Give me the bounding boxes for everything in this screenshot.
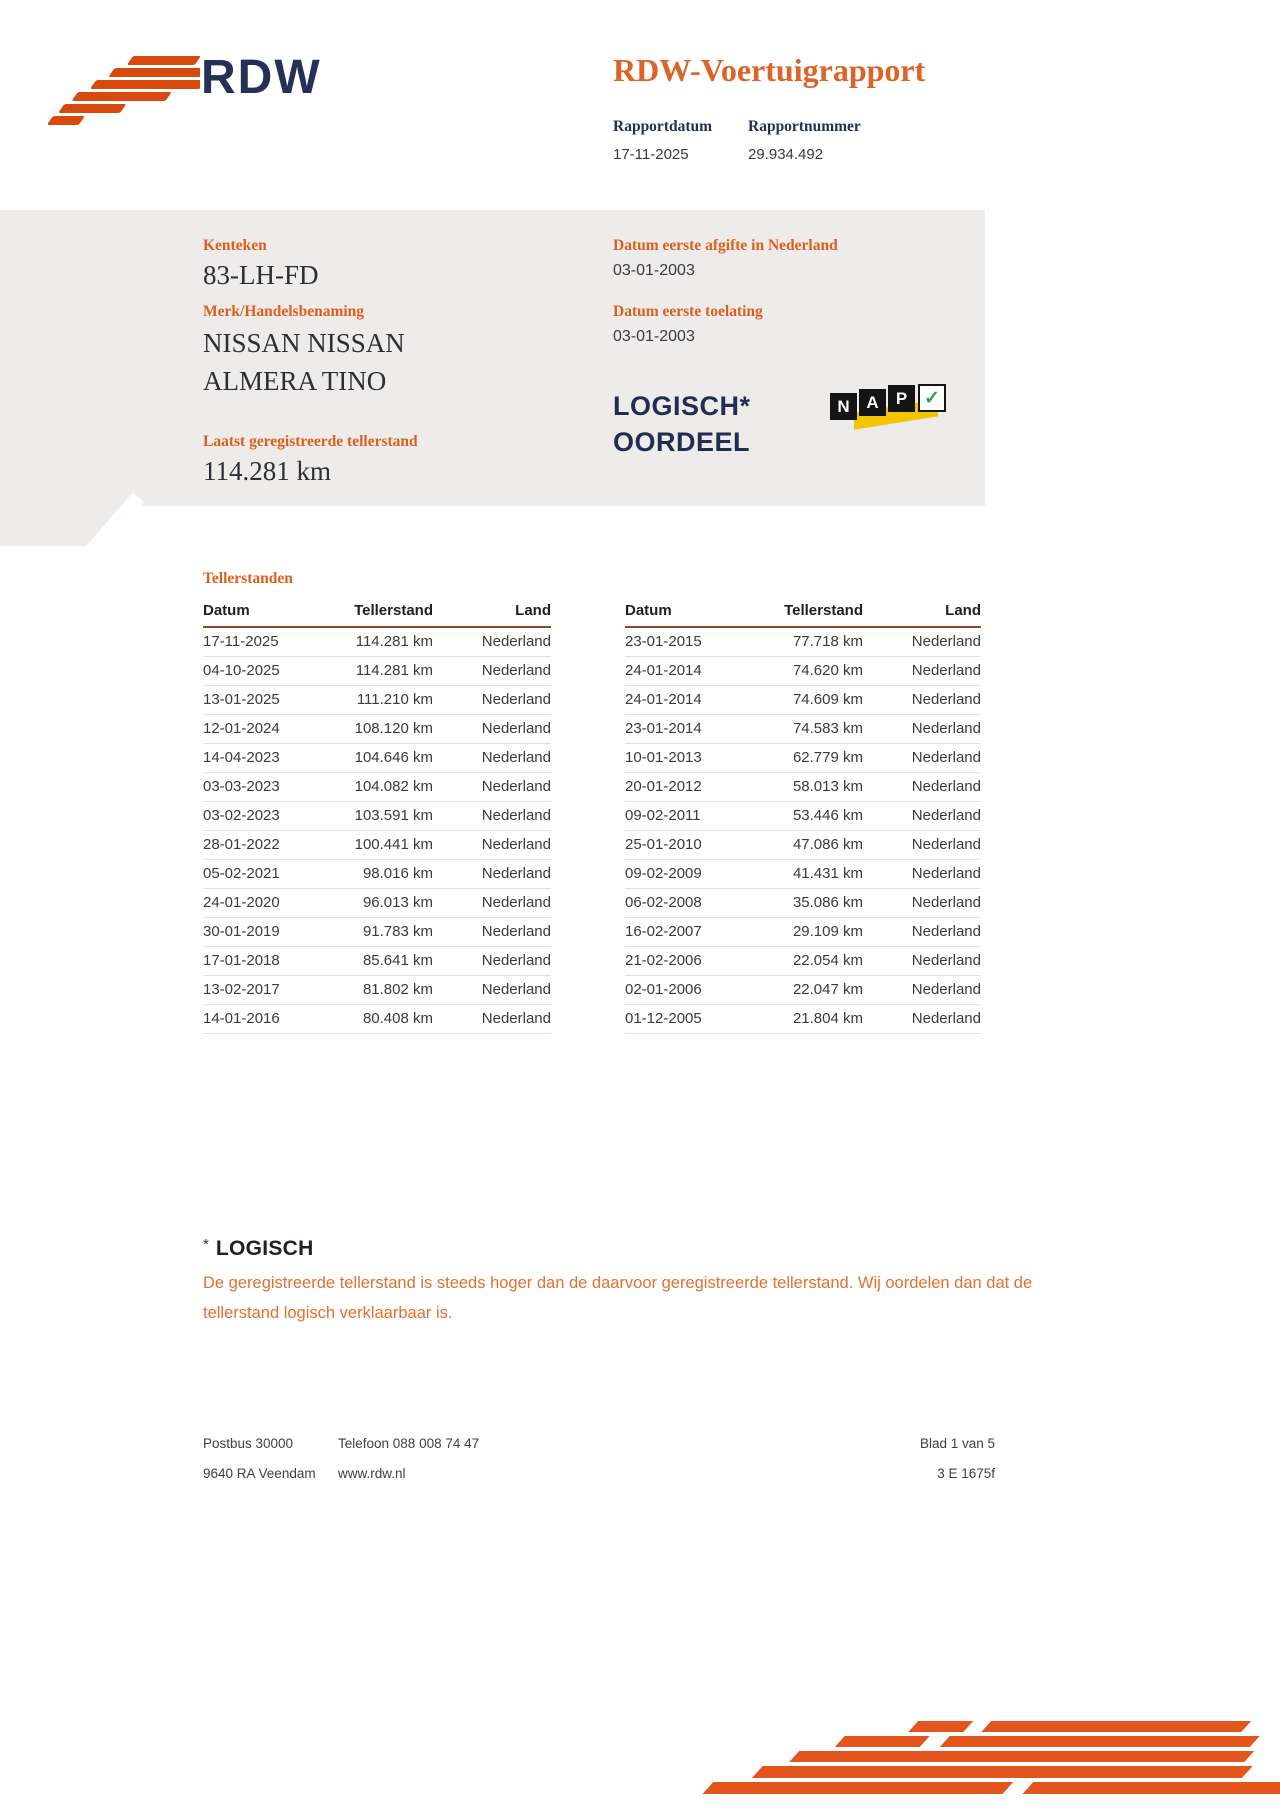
asterisk: *: [203, 1236, 209, 1253]
table-cell: 100.441 km: [354, 836, 433, 853]
table-cell: 14-01-2016: [203, 1010, 280, 1027]
table-cell: 05-02-2021: [203, 865, 280, 882]
table-cell: Nederland: [911, 662, 981, 679]
table-row: [203, 889, 551, 918]
table-cell: Nederland: [911, 1010, 981, 1027]
col-tellerstand: Tellerstand: [784, 602, 863, 619]
table-row: [625, 860, 981, 889]
table-cell: 17-01-2018: [203, 952, 280, 969]
table-row: [625, 889, 981, 918]
table-row: [203, 1005, 551, 1034]
col-land: Land: [515, 602, 551, 619]
band-slash-decor: [83, 492, 144, 559]
table-row: [625, 773, 981, 802]
first-admission-label: Datum eerste toelating: [613, 303, 763, 320]
mileage-value: 114.281 km: [203, 456, 331, 486]
table-header: [203, 596, 551, 628]
col-tellerstand: Tellerstand: [354, 602, 433, 619]
table-cell: Nederland: [911, 923, 981, 940]
footer-page-number: Blad 1 van 5: [919, 1436, 995, 1451]
table-cell: 23-01-2014: [625, 720, 702, 737]
table-cell: 30-01-2019: [203, 923, 280, 940]
table-row: [203, 773, 551, 802]
table-row: [625, 947, 981, 976]
footer-phone: Telefoon 088 008 74 47: [338, 1436, 480, 1451]
table-cell: 81.802 km: [362, 981, 433, 998]
nap-letter-p: P: [888, 385, 915, 412]
report-date-label: Rapportdatum: [613, 118, 713, 135]
table-body: [625, 628, 981, 1034]
table-cell: 24-01-2020: [203, 894, 280, 911]
table-cell: 91.783 km: [362, 923, 433, 940]
table-cell: Nederland: [911, 865, 981, 882]
table-row: [203, 860, 551, 889]
table-cell: 22.047 km: [792, 981, 863, 998]
table-cell: 111.210 km: [356, 691, 433, 708]
table-row: [203, 657, 551, 686]
summary-band: [0, 210, 985, 546]
footer-form-code: 3 E 1675f: [937, 1466, 995, 1481]
nap-logo: [830, 384, 946, 434]
table-cell: 35.086 km: [792, 894, 863, 911]
table-cell: 104.082 km: [354, 778, 433, 795]
table-cell: Nederland: [911, 836, 981, 853]
table-cell: 22.054 km: [792, 952, 863, 969]
table-cell: 06-02-2008: [625, 894, 702, 911]
nap-letter-a: A: [859, 389, 886, 416]
table-row: [203, 715, 551, 744]
table-cell: 28-01-2022: [203, 836, 280, 853]
table-cell: 85.641 km: [362, 952, 433, 969]
table-body: [203, 628, 551, 1034]
nap-checkmark-icon: ✓: [918, 384, 946, 412]
table-header: [625, 596, 981, 628]
table-cell: Nederland: [911, 981, 981, 998]
table-cell: 02-01-2006: [625, 981, 702, 998]
table-row: [625, 715, 981, 744]
merk-label: Merk/Handelsbenaming: [203, 303, 365, 320]
table-cell: 25-01-2010: [625, 836, 702, 853]
table-cell: 23-01-2015: [625, 633, 702, 650]
table-cell: 09-02-2011: [625, 807, 701, 824]
first-issue-label: Datum eerste afgifte in Nederland: [613, 237, 838, 254]
table-cell: 10-01-2013: [625, 749, 702, 766]
table-cell: 98.016 km: [362, 865, 433, 882]
report-number-label: Rapportnummer: [748, 118, 861, 135]
table-cell: Nederland: [481, 662, 551, 679]
table-cell: 12-01-2024: [203, 720, 280, 737]
first-issue-value: 03-01-2003: [613, 262, 695, 279]
table-row: [203, 947, 551, 976]
table-cell: 13-02-2017: [203, 981, 280, 998]
table-cell: Nederland: [481, 865, 551, 882]
report-number-value: 29.934.492: [748, 146, 824, 163]
table-cell: Nederland: [481, 836, 551, 853]
table-row: [625, 831, 981, 860]
table-cell: 24-01-2014: [625, 662, 702, 679]
table-row: [625, 744, 981, 773]
footer-address-line2: 9640 RA Veendam: [203, 1466, 316, 1481]
table-cell: Nederland: [911, 691, 981, 708]
table-cell: 14-04-2023: [203, 749, 280, 766]
table-cell: 29.109 km: [792, 923, 863, 940]
table-cell: 24-01-2014: [625, 691, 702, 708]
footer-wing-decor: [640, 1719, 1280, 1812]
table-cell: 03-02-2023: [203, 807, 280, 824]
table-cell: 20-01-2012: [625, 778, 702, 795]
table-cell: Nederland: [911, 633, 981, 650]
page-title: RDW-Voertuigrapport: [613, 52, 926, 88]
table-row: [203, 802, 551, 831]
table-cell: 16-02-2007: [625, 923, 702, 940]
table-cell: Nederland: [481, 691, 551, 708]
table-cell: 77.718 km: [792, 633, 863, 650]
table-cell: 01-12-2005: [625, 1010, 702, 1027]
verdict: [613, 388, 751, 460]
tellerstanden-table-right: [625, 596, 981, 1034]
table-row: [625, 1005, 981, 1034]
table-cell: 53.446 km: [792, 807, 863, 824]
table-row: [203, 831, 551, 860]
table-cell: 103.591 km: [354, 807, 433, 824]
table-cell: 41.431 km: [792, 865, 863, 882]
logisch-explanation: De geregistreerde tellerstand is steeds hoger dan de daarvoor geregistreerde tellerstand. Wij oordelen dan dat de tellerstand logisch verklaarbaar is.: [203, 1274, 1033, 1322]
mileage-label: Laatst geregistreerde tellerstand: [203, 433, 418, 450]
table-cell: Nederland: [481, 981, 551, 998]
table-cell: Nederland: [911, 778, 981, 795]
verdict-line2: OORDEEL: [613, 427, 751, 457]
table-cell: 21.804 km: [792, 1010, 863, 1027]
table-cell: Nederland: [911, 720, 981, 737]
table-cell: 13-01-2025: [203, 691, 280, 708]
verdict-line1: LOGISCH*: [613, 391, 751, 421]
table-row: [625, 802, 981, 831]
table-row: [203, 628, 551, 657]
table-row: [625, 628, 981, 657]
table-cell: Nederland: [911, 749, 981, 766]
table-cell: 09-02-2009: [625, 865, 702, 882]
eagle-wing-icon: [48, 50, 200, 130]
table-cell: 74.583 km: [792, 720, 863, 737]
rdw-wordmark: RDW: [201, 51, 322, 104]
table-cell: Nederland: [481, 894, 551, 911]
table-cell: 114.281 km: [355, 633, 433, 650]
first-admission-value: 03-01-2003: [613, 328, 695, 345]
wing-stripes-icon: [640, 1719, 1280, 1807]
footer-website-link[interactable]: www.rdw.nl: [338, 1466, 406, 1481]
table-row: [625, 918, 981, 947]
table-cell: Nederland: [481, 778, 551, 795]
table-cell: 21-02-2006: [625, 952, 702, 969]
table-cell: 74.620 km: [792, 662, 863, 679]
table-row: [625, 657, 981, 686]
logisch-heading: [203, 1236, 314, 1261]
merk-value: NISSAN NISSAN ALMERA TINO: [203, 328, 405, 396]
table-cell: Nederland: [481, 807, 551, 824]
table-cell: Nederland: [481, 923, 551, 940]
table-cell: 114.281 km: [355, 662, 433, 679]
table-row: [203, 686, 551, 715]
col-land: Land: [945, 602, 981, 619]
table-cell: Nederland: [481, 749, 551, 766]
table-cell: 47.086 km: [792, 836, 863, 853]
col-datum: Datum: [203, 602, 250, 619]
table-cell: 74.609 km: [792, 691, 863, 708]
rdw-logo-emblem: [48, 50, 200, 130]
table-cell: Nederland: [481, 720, 551, 737]
table-row: [203, 976, 551, 1005]
table-cell: 04-10-2025: [203, 662, 280, 679]
kenteken-label: Kenteken: [203, 237, 267, 254]
table-cell: 62.779 km: [792, 749, 863, 766]
table-cell: Nederland: [481, 1010, 551, 1027]
table-cell: 80.408 km: [362, 1010, 433, 1027]
logisch-heading-text: LOGISCH: [215, 1237, 314, 1260]
table-cell: 96.013 km: [362, 894, 433, 911]
kenteken-value: 83-LH-FD: [203, 260, 319, 290]
table-row: [203, 744, 551, 773]
table-row: [625, 976, 981, 1005]
tellerstanden-heading: Tellerstanden: [203, 570, 293, 587]
report-date-value: 17-11-2025: [613, 146, 689, 163]
table-cell: 104.646 km: [354, 749, 433, 766]
table-cell: Nederland: [911, 894, 981, 911]
tellerstanden-table-left: [203, 596, 551, 1034]
table-cell: 58.013 km: [792, 778, 863, 795]
table-cell: Nederland: [911, 952, 981, 969]
table-cell: 108.120 km: [354, 720, 433, 737]
table-cell: Nederland: [481, 633, 551, 650]
col-datum: Datum: [625, 602, 672, 619]
table-cell: 17-11-2025: [203, 633, 279, 650]
table-cell: 03-03-2023: [203, 778, 280, 795]
table-cell: Nederland: [481, 952, 551, 969]
table-cell: Nederland: [911, 807, 981, 824]
nap-letter-n: N: [830, 393, 857, 420]
table-row: [203, 918, 551, 947]
footer-address-line1: Postbus 30000: [203, 1436, 294, 1451]
table-row: [625, 686, 981, 715]
